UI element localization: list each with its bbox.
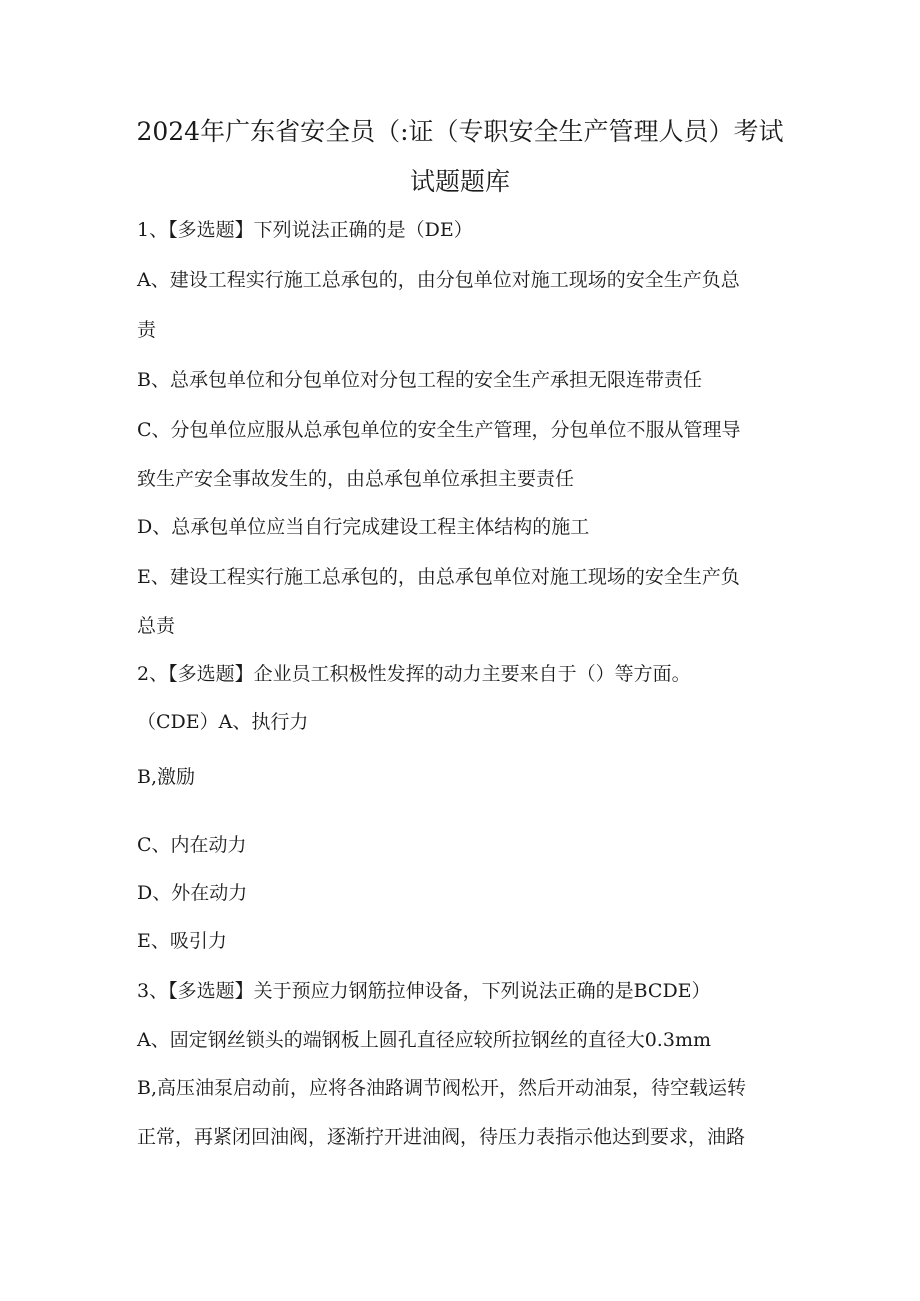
question-1-option-d: D、总承包单位应当自行完成建设工程主体结构的施工 <box>137 516 590 538</box>
question-2-option-b: B,激励 <box>137 766 196 788</box>
question-3-option-b: B,高压油泵启动前，应将各油路调节阀松开，然后开动油泵，待空载运转 <box>137 1077 747 1099</box>
question-2-option-c: C、内在动力 <box>137 834 247 856</box>
question-2-answer-option-a: （CDE）A、执行力 <box>137 711 309 733</box>
document-title-line-1: 2024年广东省安全员（:证（专职安全生产管理人员）考试 <box>136 117 784 146</box>
question-3-option-b-continued: 正常，再紧闭回油阀，逐渐拧开进油阀，待压力表指示他达到要求，油路 <box>137 1126 746 1148</box>
question-1-stem: 1、【多选题】下列说法正确的是（DE） <box>137 219 473 241</box>
question-1-option-a: A、建设工程实行施工总承包的，由分包单位对施工现场的安全生产负总 <box>137 269 740 291</box>
question-1-option-e: E、建设工程实行施工总承包的，由总承包单位对施工现场的安全生产负 <box>137 566 740 588</box>
question-1-option-a-continued: 责 <box>137 319 157 341</box>
question-2-option-d: D、外在动力 <box>137 882 248 904</box>
question-2-option-e: E、吸引力 <box>137 930 227 952</box>
document-title-line-2: 试题题库 <box>409 167 510 196</box>
question-2-stem: 2、【多选题】企业员工积极性发挥的动力主要来自于（）等方面。 <box>137 663 691 685</box>
question-3-option-a: A、固定钢丝锁头的端钢板上圆孔直径应较所拉钢丝的直径大0.3mm <box>137 1029 711 1051</box>
question-1-option-c: C、分包单位应服从总承包单位的安全生产管理，分包单位不服从管理导 <box>137 419 741 441</box>
question-1-option-e-continued: 总责 <box>137 615 176 637</box>
question-1-option-c-continued: 致生产安全事故发生的，由总承包单位承担主要责任 <box>137 468 575 490</box>
question-3-stem: 3、【多选题】关于预应力钢筋拉伸设备，下列说法正确的是BCDE） <box>137 980 711 1002</box>
question-1-option-b: B、总承包单位和分包单位对分包工程的安全生产承担无限连带责任 <box>137 369 702 391</box>
